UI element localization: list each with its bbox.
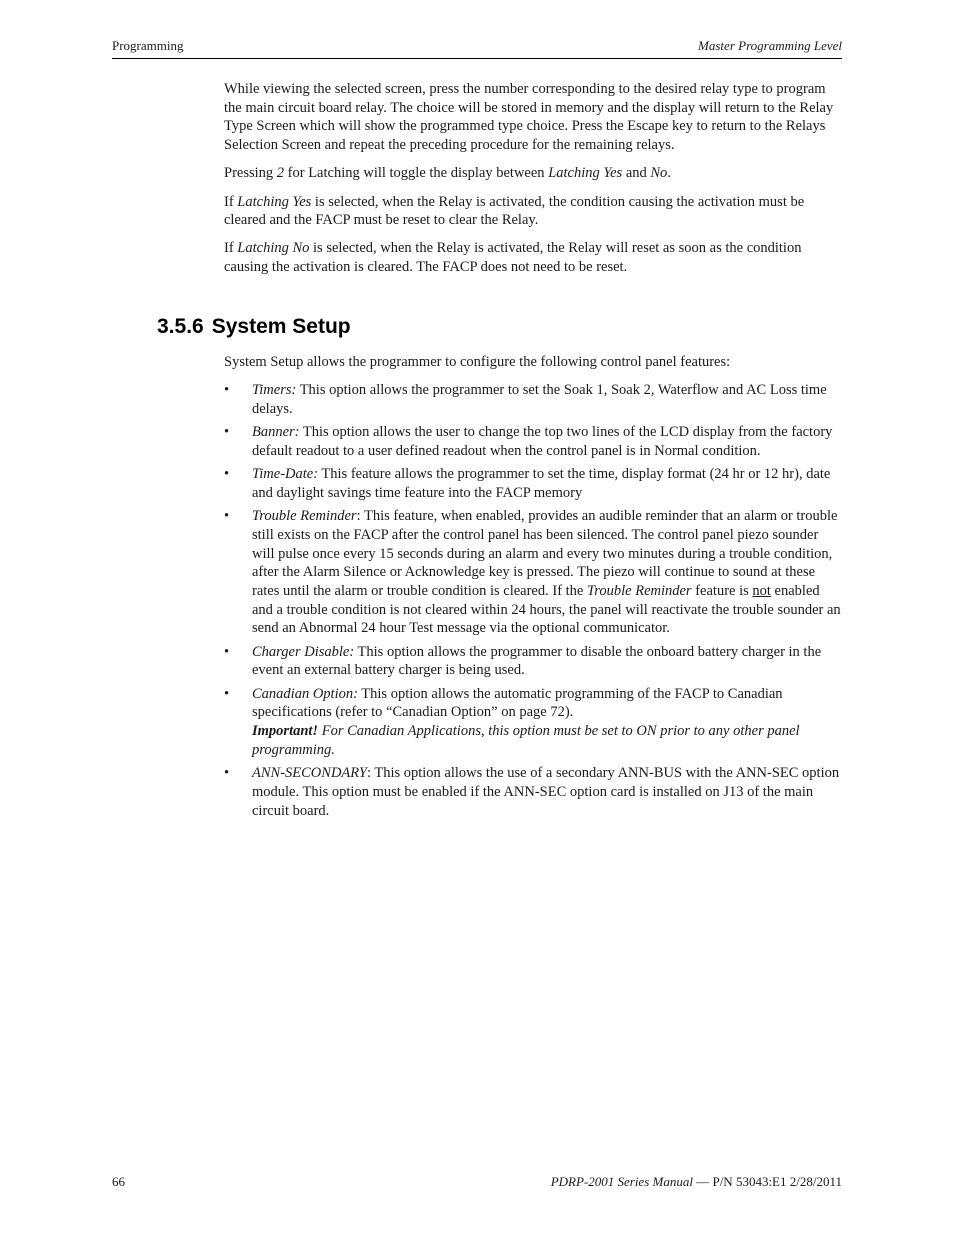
page-header [112,38,842,59]
description: : This feature, when enabled, provides an audible reminder that an alarm or trouble still exists on the FACP after the control panel has been silenced. The control panel piezo sounder will pulse once every 15 seconds during an alarm and every two minutes during a trouble condition, after the Alarm Silence or Acknowledge key is pressed. The piezo will continue to sound at these rates until the alarm or trouble condition is cleared. If the [252,508,838,600]
feature-list [224,381,844,820]
list-item [224,643,844,680]
description: feature is [691,583,753,600]
list-item [224,381,844,418]
section-heading [157,315,351,339]
section-number: 3.5.6 [157,315,204,338]
term: ANN-SECONDARY [252,765,367,782]
term: Banner: [252,424,300,441]
part-number: — P/N 53043:E1 2/28/2011 [692,1174,842,1189]
list-item [224,423,844,460]
section-intro: System Setup allows the programmer to configure the following control panel features: [224,354,731,370]
footer-manual-info [551,1174,842,1190]
text-run: Pressing [224,165,277,182]
list-item [224,465,844,502]
text-run: If [224,193,238,210]
bullet-marker: • [224,508,230,525]
bullet-marker: • [224,685,230,702]
description: : This option allows the use of a secondary ANN-BUS with the ANN-SEC option module. This option must be enabled if the ANN-SEC option card is installed on J13 of the main circuit board. [252,765,840,819]
list-item [224,685,844,760]
bullet-marker: • [224,466,230,483]
important-note: For Canadian Applications, this option must be set to ON prior to any other panel programming. [252,723,800,758]
bullet-marker: • [224,382,230,399]
description: This option allows the automatic programming of the FACP to Canadian specifications (refer to “Canadian Option” on page 72). [252,685,783,721]
paragraph [224,193,844,230]
text-run: If [224,240,238,257]
paragraph [224,164,844,183]
paragraph: While viewing the selected screen, press the number corresponding to the desired relay type to program the main circuit board relay. The choice will be stored in memory and the display will return to the Relay Type Screen which will show the programmed type choice. Press the Escape key to return to the Relays Selection Screen and repeat the preceding procedure for the remaining relays. [224,81,834,154]
text-run: for Latching will toggle the display between [284,165,549,182]
bullet-marker: • [224,424,230,441]
text-run: is selected, when the Relay is activated, the condition causing the activation must be cleared and the FACP must be reset to clear the Relay. [224,193,805,229]
manual-title: PDRP-2001 Series Manual [550,1174,693,1189]
description: enabled and a trouble condition is not cleared within 24 hours, the panel will reactivate the trouble sounder an send an Abnormal 24 hour Test message via the optional communicator. [252,583,841,637]
list-item [224,507,844,638]
page-number: 66 [112,1174,125,1189]
section-title: System Setup [211,315,351,338]
text-run: is selected, when the Relay is activated, the Relay will reset as soon as the condition causing the activation is cleared. The FACP does not need to be reset. [224,240,802,276]
text-run: No [650,165,668,182]
important-label: Important! [252,723,319,740]
term: Trouble Reminder [587,583,692,600]
text-run: Latching Yes [548,165,623,182]
term: Trouble Reminder [252,508,357,525]
bullet-marker: • [224,765,230,782]
description: This option allows the user to change the top two lines of the LCD display from the factory default readout to a user defined readout when the control panel is in Normal condition. [252,424,833,459]
term: Canadian Option: [252,685,358,702]
system-setup-text [224,353,844,825]
text-run: Latching Yes [237,193,312,210]
text-run: 2 [276,165,285,182]
list-item [224,764,844,820]
emphasis: not [752,583,771,600]
text-run: . [667,165,671,182]
description: This option allows the programmer to disable the onboard battery charger in the event an external battery charger is being used. [252,643,822,679]
term: Time-Date: [252,466,319,483]
description: This feature allows the programmer to set the time, display format (24 hr or 12 hr), date and daylight savings time feature into the FACP memory [252,466,831,501]
text-run: and [622,165,651,182]
term: Timers: [252,382,297,399]
header-chapter-label: Master Programming Level [698,38,842,53]
term: Charger Disable: [252,643,355,660]
description: This option allows the programmer to set the Soak 1, Soak 2, Waterflow and AC Loss time delays. [252,382,827,417]
header-section-label: Programming [112,38,184,53]
text-run: Latching No [237,240,310,257]
bullet-marker: • [224,643,230,660]
intro-text [224,80,844,286]
paragraph [224,239,844,276]
